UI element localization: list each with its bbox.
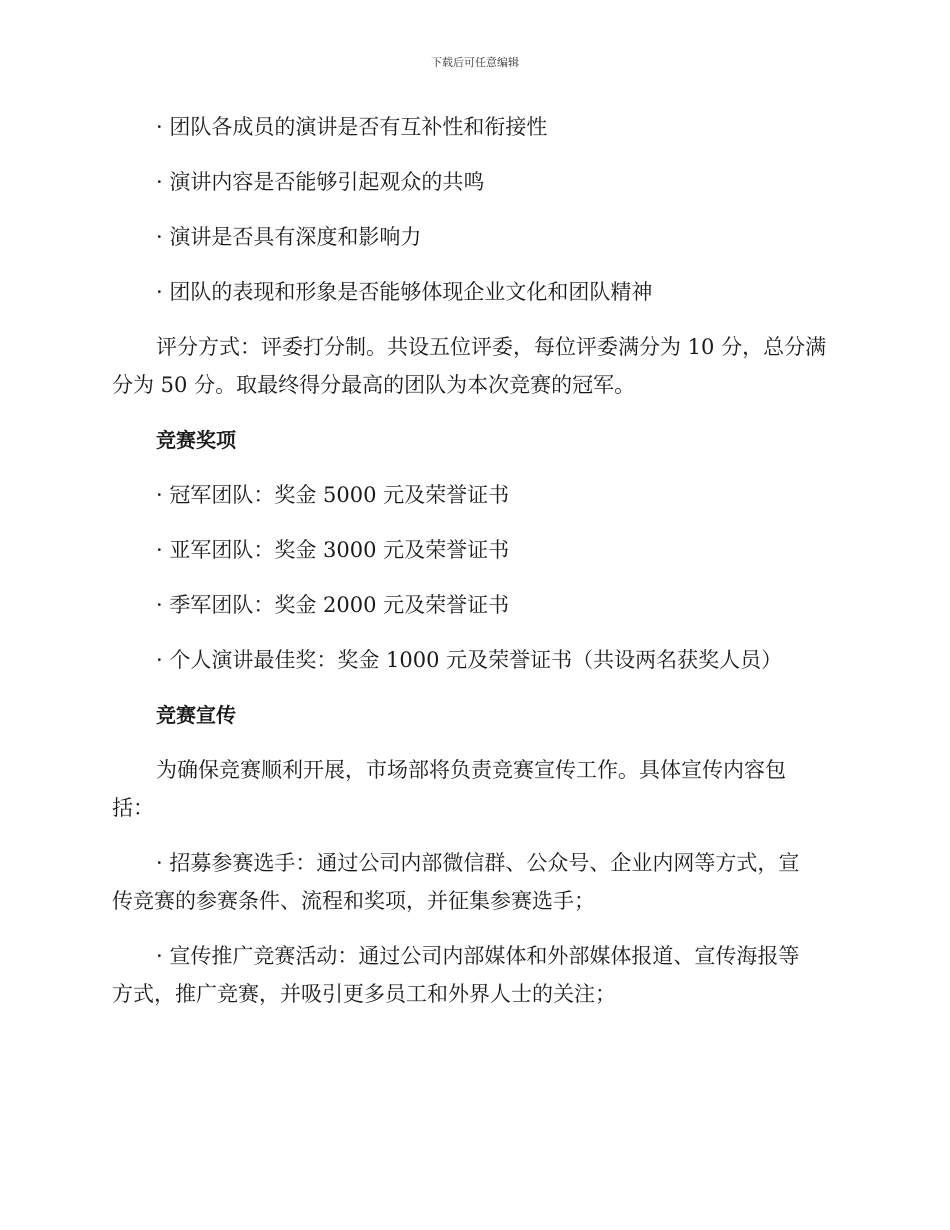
criteria-item: · 演讲是否具有深度和影响力	[156, 225, 422, 249]
promotion-item-line-1: · 宣传推广竞赛活动：通过公司内部媒体和外部媒体报道、宣传海报等	[156, 944, 800, 968]
document-body	[112, 108, 840, 1013]
award-item: · 个人演讲最佳奖：奖金 1000 元及荣誉证书（共设两名获奖人员）	[156, 648, 783, 672]
promotion-intro-line-1: 为确保竞赛顺利开展，市场部将负责竞赛宣传工作。具体宣传内容包	[156, 758, 786, 782]
promotion-item-line-2: 方式，推广竞赛，并吸引更多员工和外界人士的关注；	[112, 982, 616, 1006]
promotion-heading: 竞赛宣传	[156, 703, 236, 727]
award-item: · 季军团队：奖金 2000 元及荣誉证书	[156, 593, 510, 617]
award-item: · 冠军团队：奖金 5000 元及荣誉证书	[156, 483, 510, 507]
awards-heading: 竞赛奖项	[156, 428, 236, 452]
promotion-item-line-2: 传竞赛的参赛条件、流程和奖项，并征集参赛选手；	[112, 889, 595, 913]
scoring-line-1: 评分方式：评委打分制。共设五位评委，每位评委满分为 10 分，总分满	[156, 335, 827, 359]
page-header: 下载后可任意编辑	[431, 56, 519, 69]
criteria-item: · 团队各成员的演讲是否有互补性和衔接性	[156, 115, 548, 139]
criteria-item: · 演讲内容是否能够引起观众的共鸣	[156, 170, 485, 194]
award-item: · 亚军团队：奖金 3000 元及荣誉证书	[156, 538, 510, 562]
promotion-item-line-1: · 招募参赛选手：通过公司内部微信群、公众号、企业内网等方式，宣	[156, 851, 800, 875]
criteria-item: · 团队的表现和形象是否能够体现企业文化和团队精神	[156, 280, 653, 304]
scoring-line-2: 分为 50 分。取最终得分最高的团队为本次竞赛的冠军。	[112, 373, 636, 397]
promotion-intro-line-2: 括：	[112, 796, 154, 820]
